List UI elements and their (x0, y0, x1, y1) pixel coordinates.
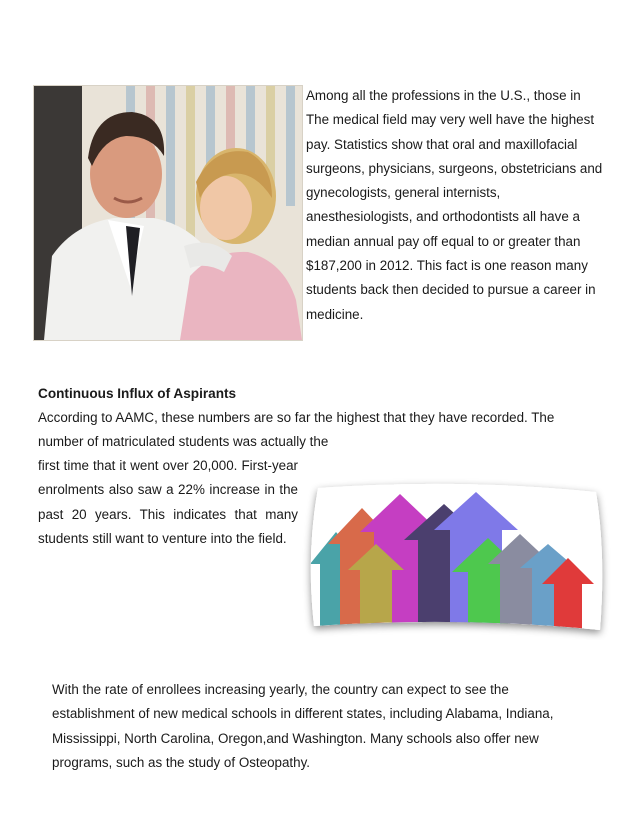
section-heading: Continuous Influx of Aspirants (38, 386, 237, 401)
rising-arrows-image (300, 474, 612, 640)
aamc-paragraph: According to AAMC, these numbers are so far the highest that they have recorded. The number of matriculated students was actually the (38, 410, 555, 450)
enrolment-paragraph: first time that it went over 20,000. First-year enrolments also saw a 22% increase in the past 20 years. This indicates that many students still want to venture into the field. (38, 458, 298, 546)
intro-paragraph: Among all the professions in the U.S., those in The medical field may very well have the highest pay. Statistics show that oral and maxillofacial surgeons, physicians, surgeons, obstetricians and gynecologists, general internists, anesthesiologists, and orthodontists all have a median annual pay off equal to or greater than $187,200 in 2012. This fact is one reason many students back then decided to pursue a career in medicine. (306, 88, 603, 322)
doctor-child-photo (34, 86, 302, 340)
intro-paragraph-column (306, 84, 606, 327)
closing-paragraph: With the rate of enrollees increasing yearly, the country can expect to see the establishment of new medical schools in different states, including Alabama, Indiana, Mississippi, North Carolina, Oregon,and Washington. Many schools also offer new programs, such as the study of Osteopathy. (52, 682, 554, 770)
